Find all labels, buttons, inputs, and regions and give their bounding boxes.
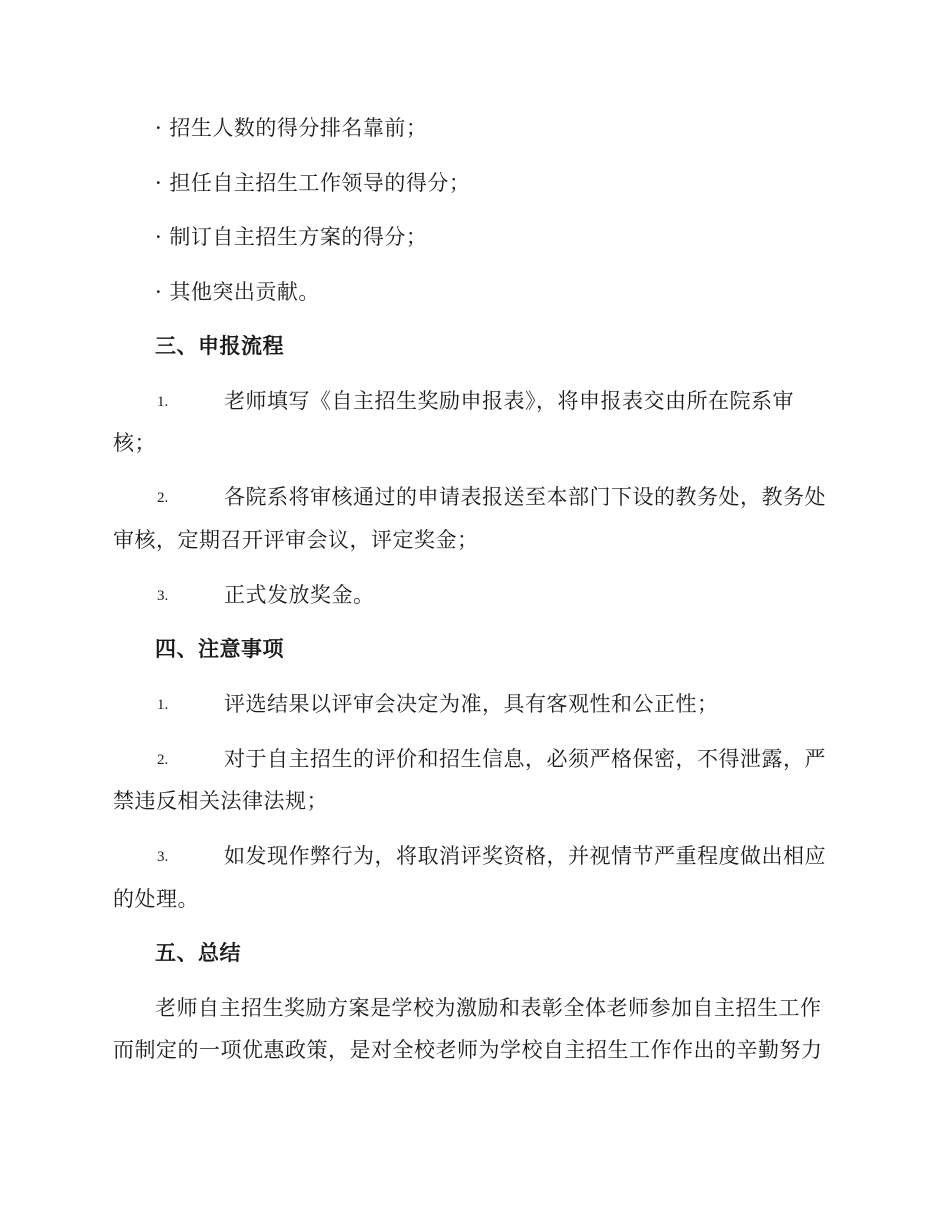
list-item-text-continued: 的处理。 (113, 887, 199, 911)
paragraph-line: 而制定的一项优惠政策，是对全校老师为学校自主招生工作作出的辛勤努力 (113, 1038, 823, 1062)
section-heading-notes: 四、注意事项 (155, 637, 284, 661)
list-number: 3. (157, 849, 169, 865)
list-item-text: 各院系将审核通过的申请表报送至本部门下设的教务处，教务处 (224, 485, 826, 509)
list-number: 1. (157, 394, 169, 410)
paragraph-line: 老师自主招生奖励方案是学校为激励和表彰全体老师参加自主招生工作 (155, 996, 822, 1020)
list-number: 1. (157, 697, 169, 713)
list-item-text-continued: 核； (113, 431, 156, 455)
list-item-text: 正式发放奖金。 (224, 583, 375, 607)
section-heading-summary: 五、总结 (155, 941, 241, 965)
bullet-item: · 其他突出贡献。 (155, 280, 320, 304)
list-number: 2. (157, 490, 169, 506)
list-number: 2. (157, 752, 169, 768)
list-number: 3. (157, 588, 169, 604)
bullet-item: · 制订自主招生方案的得分； (155, 225, 428, 249)
list-item-text: 对于自主招生的评价和招生信息，必须严格保密，不得泄露，严 (224, 747, 826, 771)
list-item-text: 老师填写《自主招生奖励申报表》，将申报表交由所在院系审 (224, 389, 794, 413)
list-item-text-continued: 禁违反相关法律法规； (113, 789, 328, 813)
list-item-text: 如发现作弊行为，将取消评奖资格，并视情节严重程度做出相应 (224, 844, 826, 868)
list-item-text-continued: 审核，定期召开评审会议，评定奖金； (113, 528, 479, 552)
bullet-item: · 招生人数的得分排名靠前； (155, 116, 428, 140)
list-item-text: 评选结果以评审会决定为准，具有客观性和公正性； (224, 692, 719, 716)
section-heading-application-process: 三、申报流程 (155, 334, 284, 358)
bullet-item: · 担任自主招生工作领导的得分； (155, 171, 471, 195)
